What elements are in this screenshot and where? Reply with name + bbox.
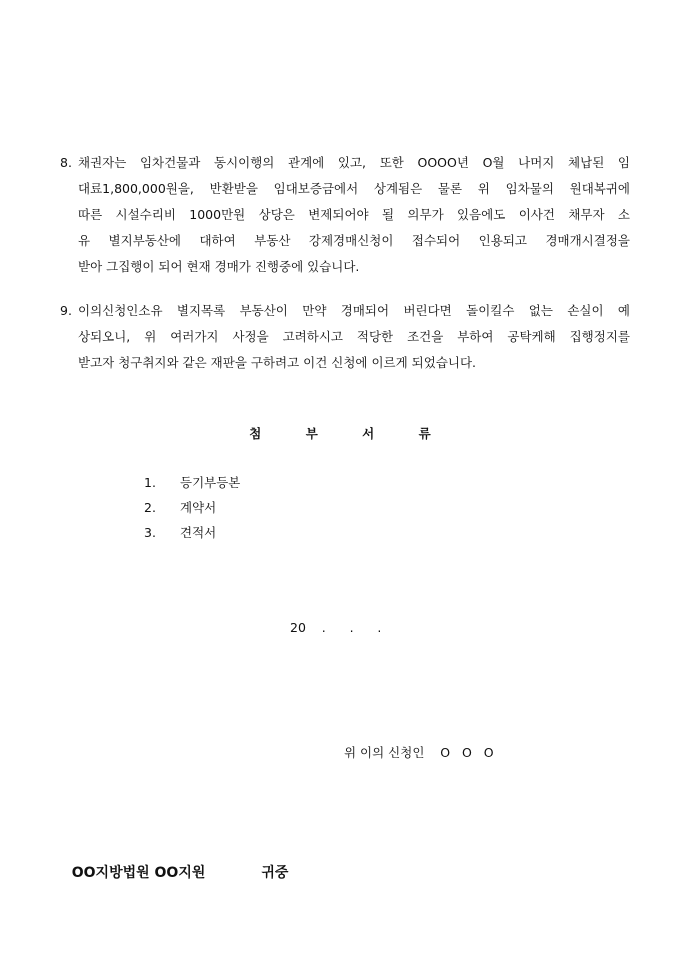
- attachment-label: 계약서: [180, 500, 217, 515]
- paragraph-number: 9.: [60, 303, 72, 318]
- paragraph-line: 채권자는 임차건물과 동시이행의 관계에 있고, 또한 OOOO년 O월 나머지 체납된 임: [78, 155, 630, 170]
- paragraph-line: 따른 시설수리비 1000만원 상당은 변제되어야 될 의무가 있음에도 이사건 채무자 소: [78, 207, 630, 222]
- attachment-item: [144, 495, 240, 520]
- paragraph-line: 대료1,800,000원을, 반환받을 임대보증금에서 상계됨은 물론 위 임차물의 원대복귀에: [78, 181, 630, 196]
- attachments-list: [144, 470, 240, 545]
- applicant-signature-line: 위 이의 신청인 O O O: [344, 745, 494, 760]
- attachment-number: 3.: [144, 525, 156, 540]
- paragraph-9: [60, 298, 630, 376]
- court-honorific: 귀중: [261, 865, 289, 881]
- paragraph-line: 이의신청인소유 별지목록 부동산이 만약 경매되어 버린다면 돌이킬수 없는 손실이 예: [78, 303, 630, 318]
- paragraph-line: 상되오니, 위 여러가지 사정을 고려하시고 적당한 조건을 부하여 공탁케해 집행정지를: [78, 329, 630, 344]
- paragraph-line: 유 별지부동산에 대하여 부동산 강제경매신청이 접수되어 인용되고 경매개시결정을: [78, 233, 630, 248]
- paragraph-number: 8.: [60, 155, 72, 170]
- attachments-heading: [0, 424, 680, 442]
- date-line: 20 . . .: [290, 620, 382, 635]
- attachment-number: 1.: [144, 475, 156, 490]
- heading-char: 서: [362, 426, 375, 441]
- attachment-label: 견적서: [180, 525, 217, 540]
- attachment-label: 등기부등본: [180, 475, 241, 490]
- paragraph-line: 받아 그집행이 되어 현재 경매가 진행중에 있습니다.: [78, 259, 360, 274]
- paragraph-line: 받고자 청구취지와 같은 재판을 구하려고 이건 신청에 이르게 되었습니다.: [78, 355, 477, 370]
- attachment-item: [144, 470, 240, 495]
- attachment-item: [144, 520, 240, 545]
- heading-char: 류: [418, 426, 431, 441]
- court-addressee: [62, 846, 288, 882]
- attachment-number: 2.: [144, 500, 156, 515]
- court-name: OO지방법원 OO지원: [71, 865, 206, 881]
- heading-char: 부: [305, 426, 318, 441]
- paragraph-8: [60, 150, 630, 280]
- heading-char: 첨: [249, 426, 262, 441]
